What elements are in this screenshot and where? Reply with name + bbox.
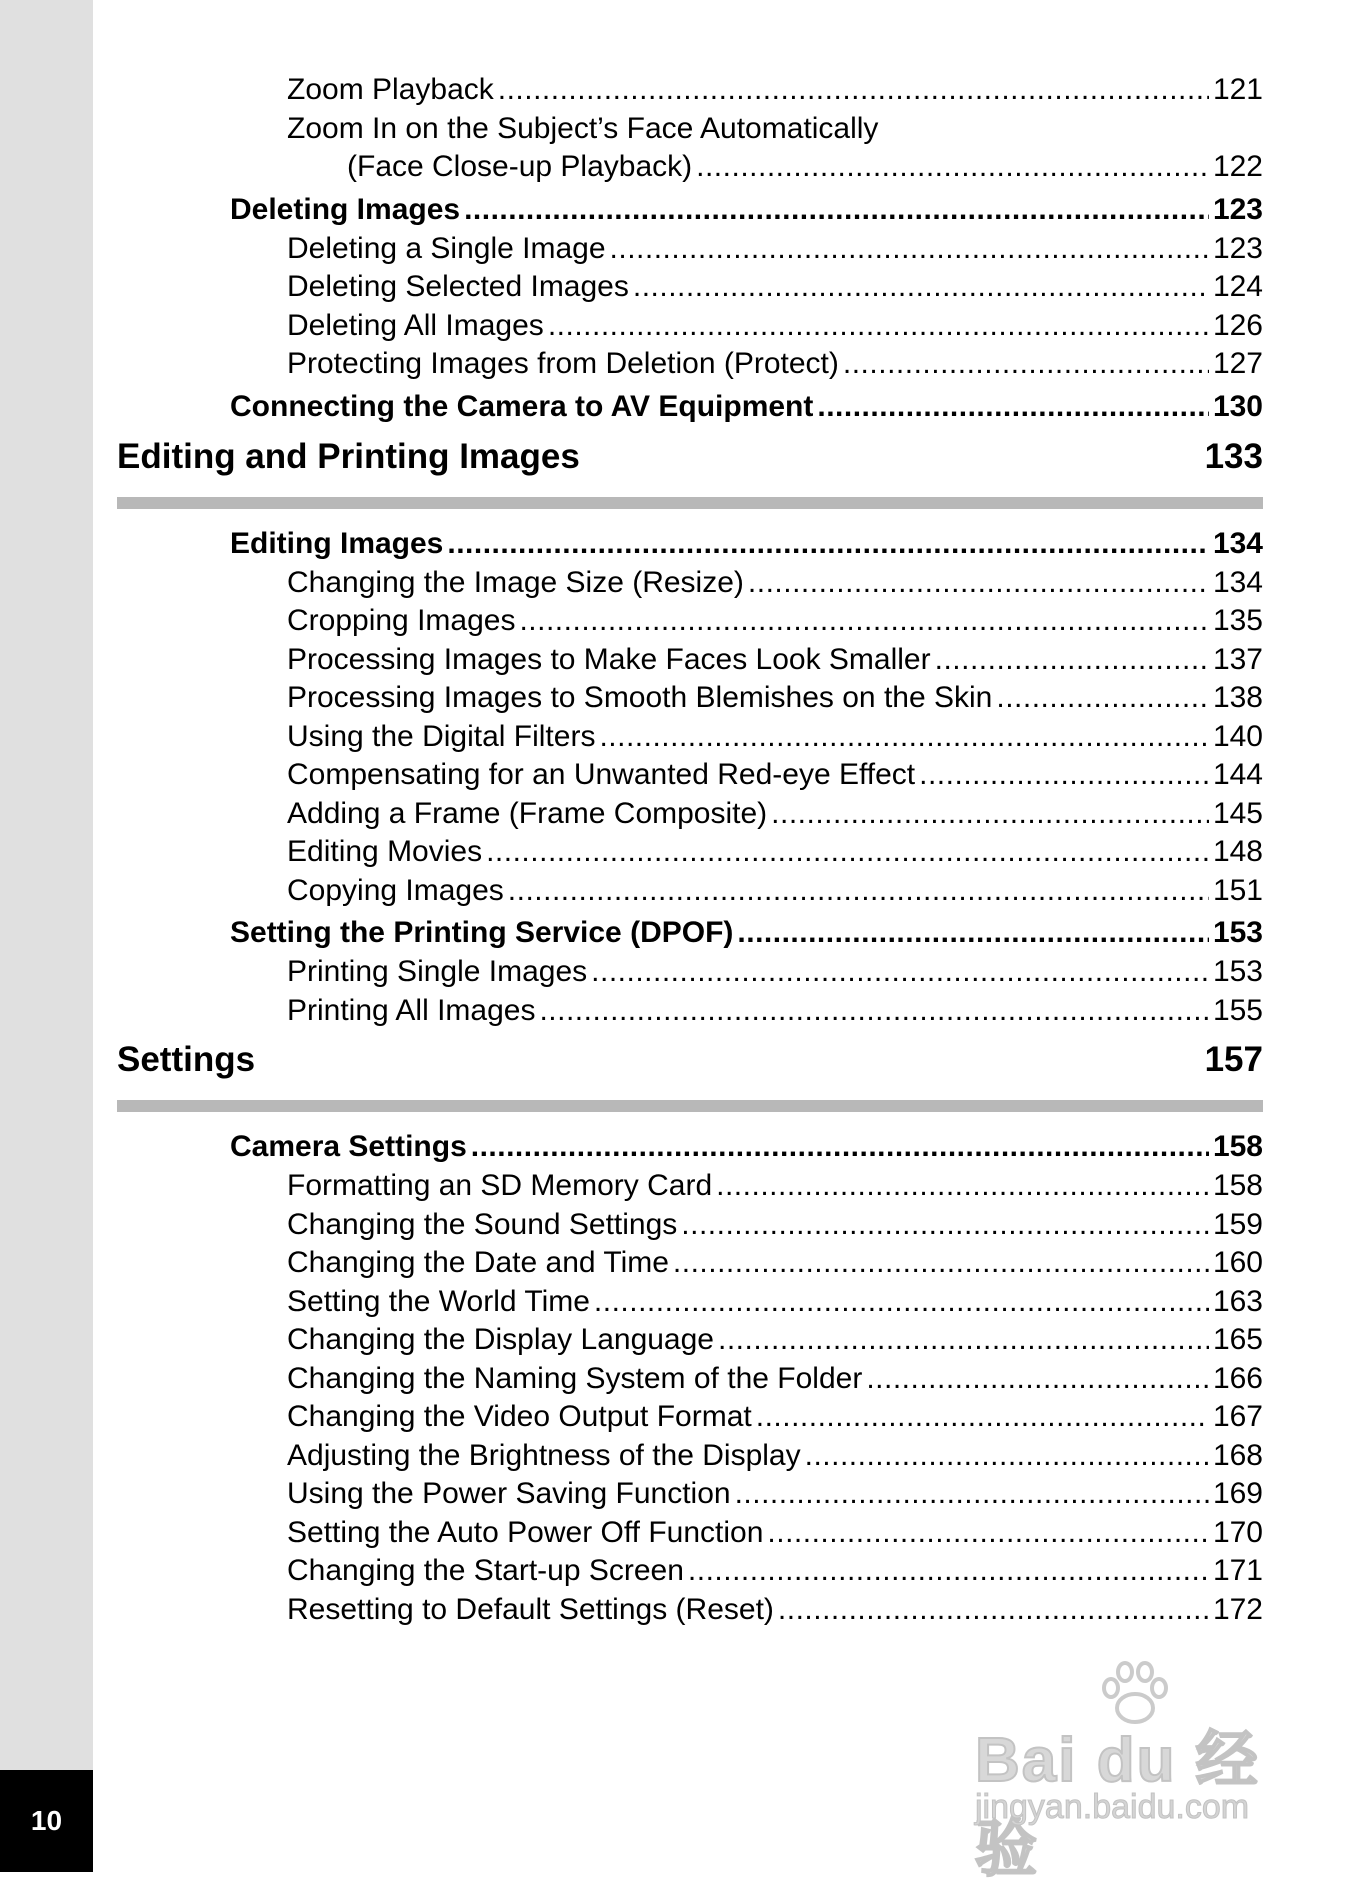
entry-page-number: 134 (1212, 565, 1263, 599)
entry-title: Cropping Images (287, 604, 516, 637)
entry-title: Editing Movies (287, 835, 483, 868)
entry-title: Zoom Playback (287, 73, 494, 106)
toc-entry[interactable] (117, 1437, 1263, 1476)
toc-entry[interactable] (117, 795, 1263, 834)
dot-leader (688, 1552, 1209, 1590)
toc-section-entry[interactable] (117, 523, 1263, 564)
side-margin-band (0, 0, 93, 1872)
dot-leader (771, 795, 1209, 833)
watermark-logo: Bai du 经验 (975, 1726, 1260, 1884)
dot-leader (756, 1398, 1209, 1436)
entry-page-number: 122 (1212, 150, 1263, 183)
toc-entry[interactable] (117, 564, 1263, 603)
dot-leader (817, 386, 1209, 427)
entry-page-number: 135 (1212, 604, 1263, 637)
entry-title: Connecting the Camera to AV Equipment (230, 389, 814, 423)
dot-leader (681, 1206, 1209, 1244)
entry-page-number: 126 (1212, 308, 1263, 342)
chapter-title: Editing and Printing Images (117, 436, 580, 476)
entry-page-number: 148 (1212, 835, 1263, 868)
dot-leader (935, 641, 1209, 679)
entry-page-number: 171 (1212, 1554, 1263, 1587)
entry-title: Adding a Frame (Frame Composite) (287, 796, 768, 830)
dot-leader (996, 679, 1209, 717)
dot-leader (464, 189, 1209, 230)
dot-leader (673, 1244, 1209, 1282)
entry-page-number: 145 (1212, 796, 1263, 830)
entry-title: Formatting an SD Memory Card (287, 1169, 713, 1202)
dot-leader (610, 230, 1209, 268)
chapter-page-number: 157 (1204, 1040, 1263, 1079)
chapter-title: Settings (117, 1040, 256, 1079)
entry-page-number: 155 (1212, 993, 1263, 1027)
entry-title: Changing the Video Output Format (287, 1400, 752, 1433)
entry-page-number: 158 (1212, 1169, 1263, 1202)
entry-title: Resetting to Default Settings (Reset) (287, 1592, 774, 1626)
entry-page-number: 170 (1212, 1515, 1263, 1549)
entry-title: Changing the Date and Time (287, 1246, 669, 1279)
baidu-watermark (975, 1660, 1305, 1884)
entry-page-number: 153 (1212, 916, 1263, 949)
entry-page-number: 163 (1212, 1284, 1263, 1318)
dot-leader (633, 268, 1209, 306)
toc-entry[interactable] (117, 307, 1263, 346)
toc-section-entry[interactable] (117, 1126, 1263, 1167)
toc-entry[interactable] (117, 833, 1263, 872)
dot-leader (498, 71, 1209, 109)
dot-leader (599, 718, 1209, 756)
toc-entry[interactable] (117, 1206, 1263, 1245)
dot-leader (737, 912, 1209, 953)
toc-entry[interactable] (117, 872, 1263, 911)
entry-page-number: 169 (1212, 1477, 1263, 1510)
entry-title: Deleting a Single Image (287, 231, 606, 265)
dot-leader (718, 1321, 1209, 1359)
entry-title: Setting the Printing Service (DPOF) (230, 916, 734, 949)
dot-leader (778, 1591, 1209, 1629)
entry-page-number: 151 (1212, 873, 1263, 907)
entry-title: Using the Digital Filters (287, 719, 596, 753)
page-number: 10 (0, 1770, 93, 1872)
chapter-heading[interactable] (117, 1036, 1263, 1084)
entry-title: Changing the Start-up Screen (287, 1554, 684, 1587)
entry-title: Changing the Sound Settings (287, 1207, 678, 1241)
entry-title: Editing Images (230, 526, 444, 560)
toc-entry[interactable] (117, 756, 1263, 795)
entry-page-number: 172 (1212, 1592, 1263, 1626)
toc-entry[interactable] (117, 230, 1263, 269)
dot-leader (919, 756, 1209, 794)
dot-leader (591, 953, 1209, 991)
dot-leader (447, 523, 1209, 564)
entry-page-number: 166 (1212, 1361, 1263, 1395)
chapter-divider (117, 1100, 1263, 1112)
entry-page-number: 124 (1212, 270, 1263, 303)
entry-title: Printing All Images (287, 993, 536, 1027)
dot-leader (696, 148, 1209, 186)
entry-title: Compensating for an Unwanted Red-eye Effect (287, 758, 916, 791)
entry-page-number: 123 (1212, 231, 1263, 265)
toc-entry[interactable] (117, 602, 1263, 641)
dot-leader (508, 872, 1209, 910)
toc-section-entry[interactable] (117, 386, 1263, 427)
toc-entry[interactable] (117, 1591, 1263, 1630)
toc-entry[interactable] (117, 1552, 1263, 1591)
entry-page-number: 127 (1212, 347, 1263, 380)
dot-leader (594, 1283, 1209, 1321)
entry-page-number: 123 (1212, 192, 1263, 226)
toc-entry[interactable] (117, 1244, 1263, 1283)
entry-title: Processing Images to Smooth Blemishes on the Skin (287, 681, 993, 714)
dot-leader (767, 1514, 1209, 1552)
toc-section-entry[interactable] (117, 912, 1263, 953)
entry-page-number: 153 (1212, 955, 1263, 988)
dot-leader (735, 1475, 1209, 1513)
dot-leader (866, 1360, 1209, 1398)
toc-entry[interactable] (117, 1398, 1263, 1437)
toc-entry[interactable] (117, 1283, 1263, 1322)
dot-leader (843, 345, 1209, 383)
toc-entry[interactable] (117, 953, 1263, 992)
toc-section-entry[interactable] (117, 189, 1263, 230)
toc-entry[interactable] (117, 110, 1263, 149)
entry-page-number: 159 (1212, 1207, 1263, 1241)
entry-page-number: 158 (1212, 1130, 1263, 1163)
dot-leader (548, 307, 1209, 345)
entry-title: Camera Settings (230, 1130, 467, 1163)
entry-title: Changing the Naming System of the Folder (287, 1361, 863, 1395)
entry-title: Deleting All Images (287, 308, 544, 342)
entry-title: Processing Images to Make Faces Look Smaller (287, 642, 931, 676)
entry-page-number: 168 (1212, 1438, 1263, 1472)
entry-page-number: 144 (1212, 758, 1263, 791)
entry-page-number: 138 (1212, 681, 1263, 714)
entry-page-number: 130 (1212, 389, 1263, 423)
entry-page-number: 165 (1212, 1323, 1263, 1356)
entry-title: Copying Images (287, 873, 504, 907)
entry-title: Deleting Images (230, 192, 461, 226)
entry-title: Setting the World Time (287, 1284, 590, 1318)
toc-entry[interactable] (117, 992, 1263, 1031)
chapter-page-number: 133 (1204, 436, 1263, 476)
entry-title: Changing the Display Language (287, 1323, 714, 1356)
toc-entry[interactable] (117, 679, 1263, 718)
entry-title: Protecting Images from Deletion (Protect) (287, 347, 839, 380)
toc-entry[interactable] (117, 718, 1263, 757)
toc-entry[interactable] (117, 1321, 1263, 1360)
entry-page-number: 140 (1212, 719, 1263, 753)
dot-leader (716, 1167, 1209, 1205)
entry-page-number: 121 (1212, 73, 1263, 106)
entry-title: Zoom In on the Subject’s Face Automatically (287, 111, 879, 145)
entry-title: Changing the Image Size (Resize) (287, 565, 744, 599)
entry-page-number: 137 (1212, 642, 1263, 676)
entry-page-number: 167 (1212, 1400, 1263, 1433)
entry-title: Printing Single Images (287, 955, 588, 988)
dot-leader (539, 992, 1208, 1030)
toc-entry[interactable] (117, 1514, 1263, 1553)
entry-title: Using the Power Saving Function (287, 1477, 731, 1510)
entry-title: (Face Close-up Playback) (347, 150, 693, 183)
dot-leader (519, 602, 1208, 640)
toc-entry[interactable] (117, 1475, 1263, 1514)
entry-title: Setting the Auto Power Off Function (287, 1515, 764, 1549)
toc-entry[interactable] (117, 148, 1263, 187)
dot-leader (805, 1437, 1209, 1475)
toc-entry[interactable] (117, 268, 1263, 307)
dot-leader (471, 1126, 1209, 1167)
toc-entry[interactable] (117, 345, 1263, 384)
chapter-divider (117, 497, 1263, 509)
dot-leader (748, 564, 1209, 602)
chapter-heading[interactable] (117, 433, 1263, 481)
table-of-contents (117, 71, 1263, 1629)
toc-entry[interactable] (117, 71, 1263, 110)
entry-page-number: 160 (1212, 1246, 1263, 1279)
toc-entry[interactable] (117, 1360, 1263, 1399)
watermark-url: jingyan.baidu.com (975, 1788, 1250, 1826)
toc-entry[interactable] (117, 641, 1263, 680)
entry-title: Deleting Selected Images (287, 270, 629, 303)
entry-page-number: 134 (1212, 526, 1263, 560)
toc-entry[interactable] (117, 1167, 1263, 1206)
dot-leader (486, 833, 1209, 871)
entry-title: Adjusting the Brightness of the Display (287, 1438, 801, 1472)
